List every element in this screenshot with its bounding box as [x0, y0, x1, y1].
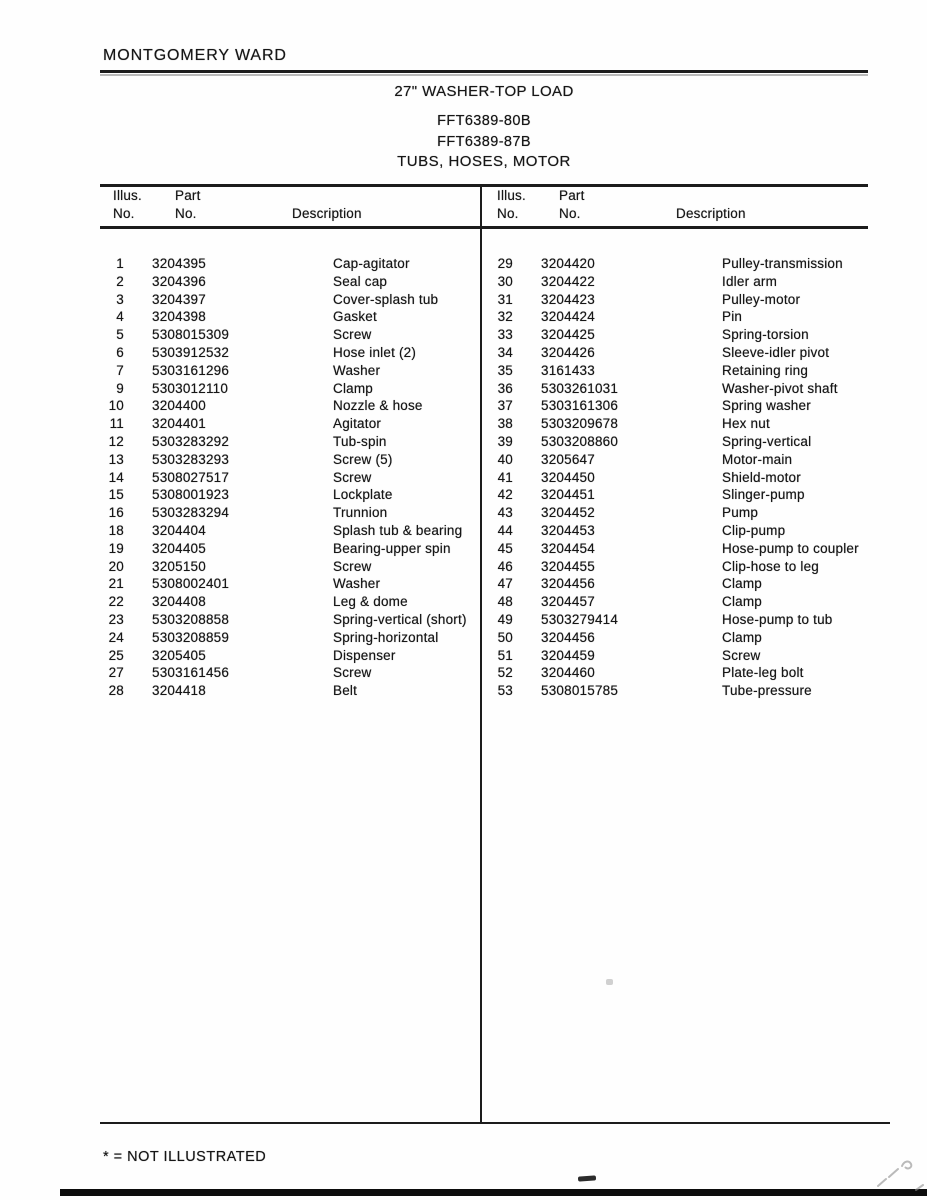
- part-no-cell: 5308015309: [152, 327, 230, 343]
- description-cell: Screw: [333, 558, 372, 574]
- description-cell: Agitator: [333, 416, 382, 432]
- section-title: TUBS, HOSES, MOTOR: [397, 153, 571, 170]
- part-row: [489, 327, 875, 345]
- description-cell: Retaining ring: [722, 362, 809, 378]
- part-no-cell: 3204451: [541, 487, 595, 503]
- description-cell: Belt: [333, 683, 358, 699]
- part-no-cell: 3204455: [541, 558, 595, 574]
- part-row: [489, 648, 875, 666]
- illus-no-cell: 33: [497, 327, 513, 343]
- illus-no-cell: 20: [108, 558, 124, 574]
- handwritten-mark: [871, 1147, 926, 1199]
- illus-no-header: No.: [113, 206, 135, 221]
- description-cell: Spring-vertical: [722, 433, 812, 449]
- description-cell: Pulley-motor: [722, 291, 801, 307]
- description-cell: Cover-splash tub: [333, 291, 439, 307]
- part-row: [489, 559, 875, 577]
- part-no-cell: 5303012110: [152, 380, 229, 396]
- part-row: [489, 256, 875, 274]
- illus-no-cell: 15: [108, 487, 124, 503]
- table-header-right: [484, 188, 864, 226]
- model-number-1: FFT6389-80B: [437, 113, 531, 129]
- description-cell: Shield-motor: [722, 469, 801, 485]
- illus-no-cell: 4: [116, 309, 124, 325]
- description-cell: Bearing-upper spin: [333, 540, 451, 556]
- description-cell: Hex nut: [722, 416, 770, 432]
- part-no-cell: 5303161306: [541, 398, 619, 414]
- part-row: [100, 398, 486, 416]
- illus-no-cell: 14: [108, 469, 124, 485]
- brand-header: MONTGOMERY WARD: [103, 47, 287, 64]
- part-no-cell: 5303208858: [152, 611, 230, 627]
- illus-no-cell: 2: [116, 273, 124, 289]
- part-no-cell: 5303209678: [541, 416, 619, 432]
- description-cell: Washer: [333, 362, 381, 378]
- description-cell: Spring-horizontal: [333, 629, 439, 645]
- part-no-cell: 5303283292: [152, 433, 230, 449]
- part-row: [489, 363, 875, 381]
- part-row: [489, 541, 875, 559]
- part-row: [100, 470, 486, 488]
- illus-no-header: No.: [497, 206, 519, 221]
- illus-no-cell: 37: [497, 398, 513, 414]
- page-title: 27" WASHER-TOP LOAD: [394, 83, 574, 100]
- part-no-cell: 5303912532: [152, 344, 230, 360]
- part-row: [489, 416, 875, 434]
- part-no-cell: 3204425: [541, 327, 595, 343]
- part-row: [100, 683, 486, 701]
- description-header: Description: [292, 206, 362, 221]
- illus-no-cell: 50: [497, 629, 513, 645]
- part-row: [489, 665, 875, 683]
- illus-header: Illus.: [113, 188, 142, 203]
- description-cell: Screw: [333, 469, 372, 485]
- part-no-cell: 3204450: [541, 469, 595, 485]
- header-rule-shadow: [100, 74, 868, 76]
- scan-dash-artifact: [578, 1175, 596, 1181]
- illus-no-cell: 5: [116, 327, 124, 343]
- illus-no-cell: 45: [497, 540, 513, 556]
- illus-no-cell: 38: [497, 416, 513, 432]
- description-cell: Pin: [722, 309, 743, 325]
- illus-no-cell: 34: [497, 344, 513, 360]
- part-no-cell: 3204418: [152, 683, 206, 699]
- part-no-cell: 5308015785: [541, 683, 619, 699]
- illus-no-cell: 44: [497, 522, 513, 538]
- scan-speck-artifact: [606, 979, 613, 985]
- description-cell: Hose-pump to coupler: [722, 540, 859, 556]
- part-row: [100, 523, 486, 541]
- description-cell: Washer: [333, 576, 381, 592]
- table-top-rule: [100, 184, 868, 187]
- part-header: Part: [175, 188, 201, 203]
- part-row: [489, 505, 875, 523]
- description-cell: Seal cap: [333, 273, 388, 289]
- illus-no-cell: 24: [108, 629, 124, 645]
- description-cell: Clip-hose to leg: [722, 558, 820, 574]
- illus-no-cell: 23: [108, 611, 124, 627]
- description-cell: Plate-leg bolt: [722, 665, 804, 681]
- part-row: [100, 487, 486, 505]
- part-no-cell: 3204460: [541, 665, 595, 681]
- part-no-cell: 3204400: [152, 398, 206, 414]
- part-no-cell: 5308027517: [152, 469, 230, 485]
- illus-no-cell: 49: [497, 611, 513, 627]
- part-no-cell: 3205405: [152, 647, 206, 663]
- part-row: [489, 292, 875, 310]
- part-row: [100, 576, 486, 594]
- part-row: [100, 345, 486, 363]
- illus-no-cell: 25: [108, 647, 124, 663]
- illus-no-cell: 43: [497, 505, 513, 521]
- part-row: [100, 452, 486, 470]
- part-row: [100, 274, 486, 292]
- illus-no-cell: 6: [116, 344, 124, 360]
- header-rule: [100, 70, 868, 73]
- part-row: [489, 576, 875, 594]
- part-no-cell: 3204396: [152, 273, 206, 289]
- description-cell: Hose-pump to tub: [722, 611, 833, 627]
- part-no-cell: 3204420: [541, 256, 595, 271]
- part-no-cell: 3204422: [541, 273, 595, 289]
- part-no-cell: 3204395: [152, 256, 206, 271]
- description-cell: Spring-vertical (short): [333, 611, 467, 627]
- table-header-left: [100, 188, 480, 226]
- illus-no-cell: 52: [497, 665, 513, 681]
- description-cell: Cap-agitator: [333, 256, 410, 271]
- part-row: [100, 630, 486, 648]
- part-row: [489, 381, 875, 399]
- description-cell: Sleeve-idler pivot: [722, 344, 830, 360]
- title-block: [100, 83, 868, 170]
- page-bottom-bar: [60, 1189, 927, 1196]
- part-row: [100, 665, 486, 683]
- part-no-cell: 3204456: [541, 576, 595, 592]
- part-no-header: No.: [175, 206, 197, 221]
- description-cell: Screw (5): [333, 451, 393, 467]
- part-row: [489, 309, 875, 327]
- description-cell: Clamp: [722, 576, 763, 592]
- part-no-header: No.: [559, 206, 581, 221]
- part-row: [489, 612, 875, 630]
- description-cell: Hose inlet (2): [333, 344, 417, 360]
- part-no-cell: 3204459: [541, 647, 595, 663]
- part-no-cell: 5303279414: [541, 611, 619, 627]
- description-cell: Pulley-transmission: [722, 256, 843, 271]
- description-cell: Washer-pivot shaft: [722, 380, 838, 396]
- description-cell: Screw: [333, 327, 372, 343]
- description-cell: Tube-pressure: [722, 683, 812, 699]
- parts-list-right-column: [489, 256, 875, 701]
- part-row: [489, 487, 875, 505]
- part-row: [489, 274, 875, 292]
- part-no-cell: 3205150: [152, 558, 206, 574]
- part-no-cell: 5303261031: [541, 380, 619, 396]
- part-row: [100, 505, 486, 523]
- illus-no-cell: 29: [497, 256, 513, 271]
- part-row: [100, 594, 486, 612]
- illus-no-cell: 13: [108, 451, 124, 467]
- table-bottom-rule: [100, 1122, 890, 1124]
- illus-no-cell: 7: [116, 362, 124, 378]
- illus-no-cell: 41: [497, 469, 513, 485]
- description-cell: Screw: [333, 665, 372, 681]
- part-row: [489, 630, 875, 648]
- description-cell: Pump: [722, 505, 759, 521]
- part-no-cell: 3204454: [541, 540, 595, 556]
- illus-no-cell: 32: [497, 309, 513, 325]
- illus-no-cell: 12: [108, 433, 124, 449]
- not-illustrated-footnote: * = NOT ILLUSTRATED: [103, 1149, 267, 1165]
- part-row: [100, 292, 486, 310]
- illus-no-cell: 51: [497, 647, 513, 663]
- part-row: [100, 541, 486, 559]
- description-cell: Trunnion: [333, 505, 388, 521]
- part-row: [100, 363, 486, 381]
- part-no-cell: 3204408: [152, 594, 206, 610]
- part-no-cell: 3204452: [541, 505, 595, 521]
- illus-no-cell: 3: [116, 291, 124, 307]
- part-no-cell: 3204424: [541, 309, 595, 325]
- description-cell: Clamp: [722, 629, 763, 645]
- part-no-cell: 3204401: [152, 416, 206, 432]
- part-row: [489, 683, 875, 701]
- illus-no-cell: 10: [108, 398, 124, 414]
- part-row: [489, 345, 875, 363]
- part-no-cell: 5308001923: [152, 487, 230, 503]
- part-no-cell: 3205647: [541, 451, 595, 467]
- part-no-cell: 3204404: [152, 522, 206, 538]
- illus-no-cell: 36: [497, 380, 513, 396]
- part-row: [489, 452, 875, 470]
- part-no-cell: 3204398: [152, 309, 206, 325]
- description-header: Description: [676, 206, 746, 221]
- illus-no-cell: 30: [497, 273, 513, 289]
- description-cell: Clamp: [722, 594, 763, 610]
- description-cell: Lockplate: [333, 487, 393, 503]
- part-no-cell: 5303161456: [152, 665, 230, 681]
- description-cell: Splash tub & bearing: [333, 522, 463, 538]
- description-cell: Dispenser: [333, 647, 396, 663]
- illus-no-cell: 46: [497, 558, 513, 574]
- illus-no-cell: 16: [108, 505, 124, 521]
- description-cell: Tub-spin: [333, 433, 387, 449]
- illus-no-cell: 27: [108, 665, 124, 681]
- part-no-cell: 5303283294: [152, 505, 230, 521]
- part-row: [489, 594, 875, 612]
- part-no-cell: 3204405: [152, 540, 206, 556]
- part-row: [100, 309, 486, 327]
- illus-no-cell: 9: [116, 380, 124, 396]
- illus-no-cell: 22: [108, 594, 124, 610]
- part-no-cell: 3204426: [541, 344, 595, 360]
- part-no-cell: 3204423: [541, 291, 595, 307]
- illus-no-cell: 48: [497, 594, 513, 610]
- part-no-cell: 5303161296: [152, 362, 230, 378]
- part-no-cell: 5308002401: [152, 576, 230, 592]
- part-no-cell: 3204453: [541, 522, 595, 538]
- description-cell: Leg & dome: [333, 594, 408, 610]
- part-row: [100, 612, 486, 630]
- illus-no-cell: 11: [109, 416, 124, 432]
- part-no-cell: 5303283293: [152, 451, 230, 467]
- part-row: [489, 398, 875, 416]
- part-no-cell: 5303208860: [541, 433, 619, 449]
- part-no-cell: 3161433: [541, 362, 595, 378]
- illus-no-cell: 21: [108, 576, 124, 592]
- parts-list-left-column: [100, 256, 486, 701]
- description-cell: Slinger-pump: [722, 487, 805, 503]
- description-cell: Nozzle & hose: [333, 398, 423, 414]
- part-row: [489, 523, 875, 541]
- part-row: [100, 559, 486, 577]
- illus-no-cell: 40: [497, 451, 513, 467]
- description-cell: Idler arm: [722, 273, 778, 289]
- part-row: [100, 434, 486, 452]
- part-row: [489, 470, 875, 488]
- part-row: [100, 416, 486, 434]
- part-row: [100, 381, 486, 399]
- part-no-cell: 3204457: [541, 594, 595, 610]
- part-row: [489, 434, 875, 452]
- description-cell: Clamp: [333, 380, 374, 396]
- model-number-2: FFT6389-87B: [437, 134, 531, 150]
- part-no-cell: 3204397: [152, 291, 206, 307]
- description-cell: Gasket: [333, 309, 377, 325]
- illus-no-cell: 39: [497, 433, 513, 449]
- description-cell: Spring-torsion: [722, 327, 809, 343]
- illus-no-cell: 19: [108, 540, 124, 556]
- illus-no-cell: 31: [497, 291, 513, 307]
- part-no-cell: 5303208859: [152, 629, 230, 645]
- table-header-rule: [100, 226, 868, 229]
- illus-no-cell: 42: [497, 487, 513, 503]
- part-row: [100, 648, 486, 666]
- part-row: [100, 256, 486, 274]
- description-cell: Screw: [722, 647, 761, 663]
- illus-no-cell: 1: [116, 256, 124, 271]
- description-cell: Clip-pump: [722, 522, 786, 538]
- part-row: [100, 327, 486, 345]
- illus-no-cell: 35: [497, 362, 513, 378]
- illus-no-cell: 47: [497, 576, 513, 592]
- illus-no-cell: 28: [108, 683, 124, 699]
- illus-no-cell: 53: [497, 683, 513, 699]
- part-header: Part: [559, 188, 585, 203]
- description-cell: Spring washer: [722, 398, 811, 414]
- part-no-cell: 3204456: [541, 629, 595, 645]
- description-cell: Motor-main: [722, 451, 793, 467]
- illus-no-cell: 18: [108, 522, 124, 538]
- illus-header: Illus.: [497, 188, 526, 203]
